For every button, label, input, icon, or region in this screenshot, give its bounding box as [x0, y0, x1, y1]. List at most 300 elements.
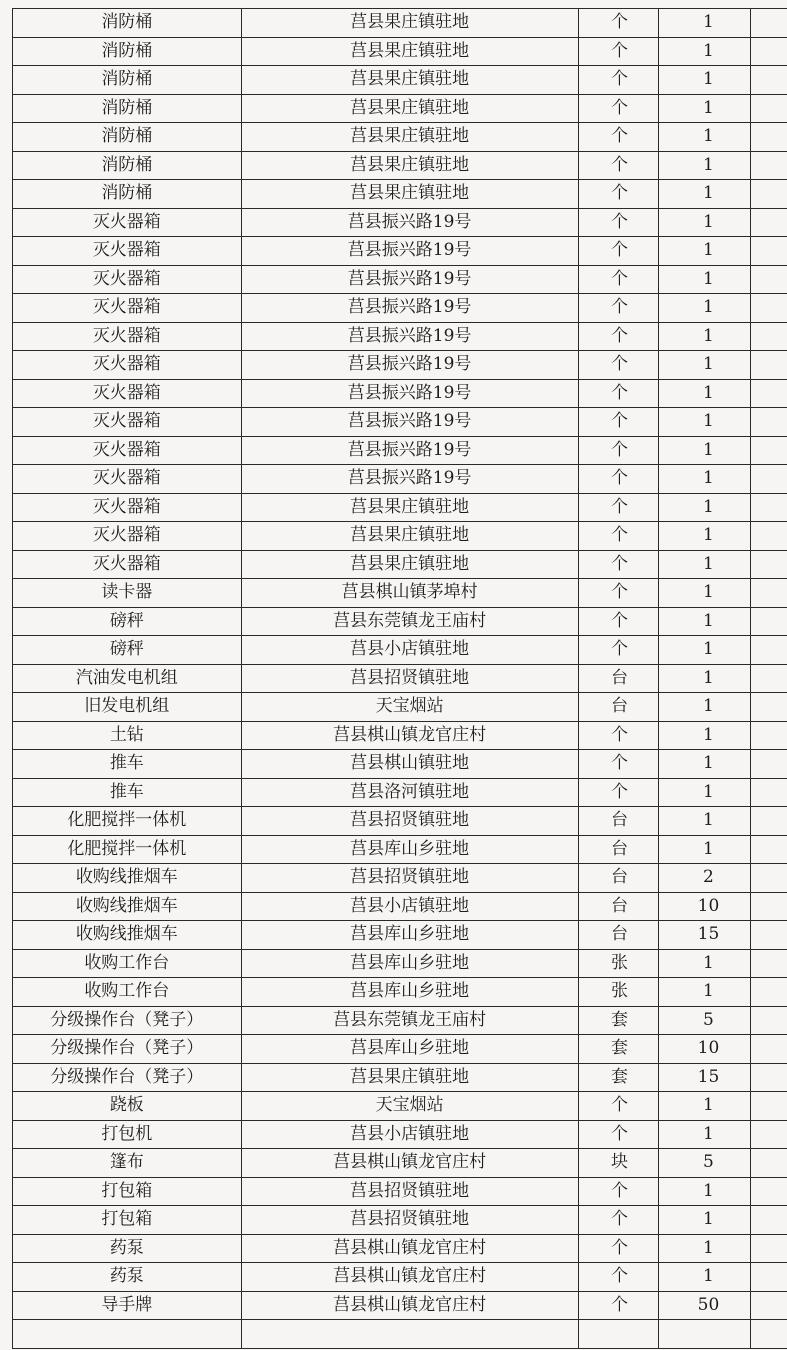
- quantity: 10: [697, 895, 720, 916]
- unit-cell: [578, 465, 659, 494]
- unit-cell: [578, 949, 659, 978]
- remarks-cell: [750, 607, 787, 636]
- quantity-cell: [659, 1120, 750, 1149]
- location: 莒县果庄镇驻地: [350, 525, 470, 546]
- item-name-cell: [13, 664, 242, 693]
- table-row: [13, 664, 787, 693]
- item-name: 分级操作台（凳子）: [50, 1038, 204, 1059]
- remarks-cell: [750, 493, 787, 522]
- location-cell: [241, 522, 578, 551]
- remarks-cell: [750, 208, 787, 237]
- item-name: 药泵: [109, 1237, 144, 1258]
- item-name-cell: [13, 1320, 242, 1349]
- unit: 个: [610, 724, 628, 745]
- unit-cell: [578, 1320, 659, 1349]
- table-row: [13, 322, 787, 351]
- item-name: 磅秤: [109, 639, 144, 660]
- unit-cell: [578, 807, 659, 836]
- unit-cell: [578, 37, 659, 66]
- remarks-cell: [750, 1120, 787, 1149]
- table-row: [13, 1234, 787, 1263]
- location-cell: [241, 1320, 578, 1349]
- item-name-cell: [13, 579, 242, 608]
- quantity-cell: [659, 636, 750, 665]
- quantity-cell: [659, 835, 750, 864]
- unit: 个: [610, 781, 628, 802]
- unit: 个: [610, 325, 628, 346]
- quantity-cell: [659, 1035, 750, 1064]
- unit-cell: [578, 750, 659, 779]
- remarks-cell: [750, 351, 787, 380]
- item-name: 消防桶: [101, 126, 153, 147]
- unit-cell: [578, 1206, 659, 1235]
- location-cell: [241, 465, 578, 494]
- item-name: 分级操作台（凳子）: [50, 1066, 204, 1087]
- unit-cell: [578, 664, 659, 693]
- item-name-cell: [13, 807, 242, 836]
- table-row: [13, 351, 787, 380]
- location: 莒县振兴路19号: [347, 268, 472, 289]
- item-name: 收购工作台: [84, 981, 170, 1002]
- item-name-cell: [13, 1177, 242, 1206]
- item-name-cell: [13, 693, 242, 722]
- quantity: 2: [703, 867, 714, 888]
- location-cell: [241, 180, 578, 209]
- unit-cell: [578, 550, 659, 579]
- table-row: [13, 436, 787, 465]
- location: 莒县库山乡驻地: [350, 981, 470, 1002]
- location-cell: [241, 1035, 578, 1064]
- item-name: 消防桶: [101, 40, 153, 61]
- location: 莒县振兴路19号: [347, 211, 472, 232]
- item-name-cell: [13, 9, 242, 38]
- item-name: 消防桶: [101, 69, 153, 90]
- location: 莒县洛河镇驻地: [350, 781, 470, 802]
- item-name: 篷布: [109, 1152, 144, 1173]
- quantity-cell: [659, 1092, 750, 1121]
- remarks-cell: [750, 1291, 787, 1320]
- location-cell: [241, 1149, 578, 1178]
- unit: 个: [610, 553, 628, 574]
- table-row: [13, 493, 787, 522]
- location: 莒县果庄镇驻地: [350, 40, 470, 61]
- quantity-cell: [659, 180, 750, 209]
- unit-cell: [578, 180, 659, 209]
- table-row: [13, 693, 787, 722]
- location-cell: [241, 1006, 578, 1035]
- remarks-cell: [750, 1320, 787, 1349]
- quantity-cell: [659, 1234, 750, 1263]
- item-name-cell: [13, 180, 242, 209]
- unit-cell: [578, 151, 659, 180]
- item-name-cell: [13, 1291, 242, 1320]
- unit: 套: [610, 1009, 628, 1030]
- table-row: [13, 835, 787, 864]
- unit: 个: [610, 610, 628, 631]
- quantity: 1: [703, 183, 714, 204]
- remarks-cell: [750, 778, 787, 807]
- location-cell: [241, 864, 578, 893]
- location-cell: [241, 949, 578, 978]
- table-row: [13, 1177, 787, 1206]
- location: 天宝烟站: [375, 1095, 444, 1116]
- remarks-cell: [750, 721, 787, 750]
- remarks-cell: [750, 1263, 787, 1292]
- location: 莒县振兴路19号: [347, 411, 472, 432]
- location: 莒县招贤镇驻地: [350, 1180, 470, 1201]
- item-name-cell: [13, 123, 242, 152]
- quantity-cell: [659, 208, 750, 237]
- quantity-cell: [659, 436, 750, 465]
- quantity: 1: [703, 297, 714, 318]
- quantity: 1: [703, 211, 714, 232]
- item-name: 灭火器箱: [92, 553, 161, 574]
- quantity-cell: [659, 721, 750, 750]
- unit: 个: [610, 1294, 628, 1315]
- table-row: [13, 550, 787, 579]
- table-row: [13, 978, 787, 1007]
- empty-table-row: [13, 1320, 787, 1349]
- remarks-cell: [750, 1092, 787, 1121]
- location: 莒县棋山镇龙官庄村: [333, 1294, 487, 1315]
- unit: 个: [610, 439, 628, 460]
- remarks-cell: [750, 693, 787, 722]
- remarks-cell: [750, 1035, 787, 1064]
- remarks-cell: [750, 664, 787, 693]
- table-row: [13, 94, 787, 123]
- remarks-cell: [750, 579, 787, 608]
- quantity-cell: [659, 522, 750, 551]
- remarks-cell: [750, 465, 787, 494]
- item-name: 灭火器箱: [92, 439, 161, 460]
- location: 莒县果庄镇驻地: [350, 154, 470, 175]
- table-row: [13, 1035, 787, 1064]
- item-name-cell: [13, 1035, 242, 1064]
- quantity-cell: [659, 607, 750, 636]
- table-row: [13, 1006, 787, 1035]
- quantity: 1: [703, 154, 714, 175]
- quantity: 1: [703, 667, 714, 688]
- quantity-cell: [659, 237, 750, 266]
- quantity: 10: [697, 1038, 720, 1059]
- location: 莒县振兴路19号: [347, 439, 472, 460]
- table-row: [13, 123, 787, 152]
- unit-cell: [578, 579, 659, 608]
- quantity: 1: [703, 325, 714, 346]
- unit-cell: [578, 66, 659, 95]
- unit-cell: [578, 978, 659, 1007]
- quantity-cell: [659, 151, 750, 180]
- unit: 台: [610, 867, 628, 888]
- item-name-cell: [13, 1120, 242, 1149]
- location-cell: [241, 294, 578, 323]
- item-name: 跷板: [109, 1095, 144, 1116]
- unit: 个: [610, 297, 628, 318]
- quantity-cell: [659, 1149, 750, 1178]
- unit: 个: [610, 1266, 628, 1287]
- item-name: 土钻: [109, 724, 144, 745]
- table-row: [13, 579, 787, 608]
- item-name: 灭火器箱: [92, 468, 161, 489]
- unit-cell: [578, 1291, 659, 1320]
- quantity: 1: [703, 1123, 714, 1144]
- location-cell: [241, 607, 578, 636]
- item-name: 灭火器箱: [92, 325, 161, 346]
- unit: 张: [610, 981, 628, 1002]
- unit: 块: [610, 1152, 628, 1173]
- quantity: 1: [703, 240, 714, 261]
- location-cell: [241, 1063, 578, 1092]
- location-cell: [241, 94, 578, 123]
- quantity-cell: [659, 1320, 750, 1349]
- table-row: [13, 1149, 787, 1178]
- quantity: 5: [703, 1009, 714, 1030]
- remarks-cell: [750, 265, 787, 294]
- quantity: 1: [703, 1180, 714, 1201]
- item-name: 收购线推烟车: [75, 895, 178, 916]
- remarks-cell: [750, 978, 787, 1007]
- location: 莒县棋山镇茅埠村: [341, 582, 478, 603]
- unit-cell: [578, 123, 659, 152]
- location-cell: [241, 1092, 578, 1121]
- quantity: 1: [703, 468, 714, 489]
- unit: 台: [610, 895, 628, 916]
- location: 天宝烟站: [375, 696, 444, 717]
- table-row: [13, 151, 787, 180]
- quantity: 1: [703, 411, 714, 432]
- unit-cell: [578, 607, 659, 636]
- unit-cell: [578, 1063, 659, 1092]
- item-name-cell: [13, 1063, 242, 1092]
- table-row: [13, 465, 787, 494]
- item-name: 收购线推烟车: [75, 924, 178, 945]
- remarks-cell: [750, 1177, 787, 1206]
- location: 莒县招贤镇驻地: [350, 1209, 470, 1230]
- table-row: [13, 294, 787, 323]
- unit: 个: [610, 240, 628, 261]
- quantity: 1: [703, 553, 714, 574]
- item-name-cell: [13, 522, 242, 551]
- item-name: 灭火器箱: [92, 525, 161, 546]
- location-cell: [241, 835, 578, 864]
- quantity-cell: [659, 123, 750, 152]
- unit-cell: [578, 436, 659, 465]
- unit: 个: [610, 753, 628, 774]
- unit: 个: [610, 1237, 628, 1258]
- location-cell: [241, 693, 578, 722]
- quantity-cell: [659, 1006, 750, 1035]
- unit: 个: [610, 1180, 628, 1201]
- location-cell: [241, 750, 578, 779]
- remarks-cell: [750, 151, 787, 180]
- unit-cell: [578, 693, 659, 722]
- quantity-cell: [659, 379, 750, 408]
- quantity-cell: [659, 978, 750, 1007]
- location-cell: [241, 37, 578, 66]
- remarks-cell: [750, 94, 787, 123]
- location: 莒县振兴路19号: [347, 325, 472, 346]
- item-name: 磅秤: [109, 610, 144, 631]
- remarks-cell: [750, 835, 787, 864]
- quantity-cell: [659, 9, 750, 38]
- quantity-cell: [659, 1263, 750, 1292]
- item-name-cell: [13, 379, 242, 408]
- item-name: 化肥搅拌一体机: [67, 838, 187, 859]
- item-name: 消防桶: [101, 154, 153, 175]
- item-name: 化肥搅拌一体机: [67, 810, 187, 831]
- location: 莒县东莞镇龙王庙村: [333, 610, 487, 631]
- remarks-cell: [750, 892, 787, 921]
- quantity: 1: [703, 69, 714, 90]
- quantity-cell: [659, 408, 750, 437]
- location-cell: [241, 66, 578, 95]
- unit-cell: [578, 1177, 659, 1206]
- location: 莒县招贤镇驻地: [350, 867, 470, 888]
- remarks-cell: [750, 864, 787, 893]
- remarks-cell: [750, 123, 787, 152]
- unit: 个: [610, 12, 628, 33]
- table-row: [13, 807, 787, 836]
- location: 莒县招贤镇驻地: [350, 810, 470, 831]
- quantity: 5: [703, 1152, 714, 1173]
- item-name-cell: [13, 721, 242, 750]
- quantity-cell: [659, 465, 750, 494]
- item-name-cell: [13, 94, 242, 123]
- unit-cell: [578, 9, 659, 38]
- quantity: 50: [697, 1294, 720, 1315]
- location: 莒县振兴路19号: [347, 297, 472, 318]
- table-row: [13, 408, 787, 437]
- remarks-cell: [750, 180, 787, 209]
- quantity: 1: [703, 952, 714, 973]
- item-name: 灭火器箱: [92, 411, 161, 432]
- item-name-cell: [13, 493, 242, 522]
- remarks-cell: [750, 294, 787, 323]
- location: 莒县果庄镇驻地: [350, 1066, 470, 1087]
- unit: 个: [610, 211, 628, 232]
- quantity: 1: [703, 126, 714, 147]
- location: 莒县小店镇驻地: [350, 1123, 470, 1144]
- table-row: [13, 921, 787, 950]
- remarks-cell: [750, 636, 787, 665]
- unit-cell: [578, 1006, 659, 1035]
- table-row: [13, 1291, 787, 1320]
- table-row: [13, 37, 787, 66]
- quantity-cell: [659, 778, 750, 807]
- unit: 台: [610, 838, 628, 859]
- quantity-cell: [659, 1206, 750, 1235]
- quantity-cell: [659, 579, 750, 608]
- quantity-cell: [659, 1177, 750, 1206]
- unit-cell: [578, 1092, 659, 1121]
- table-row: [13, 180, 787, 209]
- unit-cell: [578, 892, 659, 921]
- location: 莒县棋山镇龙官庄村: [333, 1266, 487, 1287]
- location-cell: [241, 379, 578, 408]
- quantity-cell: [659, 265, 750, 294]
- item-name: 灭火器箱: [92, 297, 161, 318]
- unit-cell: [578, 522, 659, 551]
- item-name: 消防桶: [101, 97, 153, 118]
- quantity: 1: [703, 1095, 714, 1116]
- table-row: [13, 522, 787, 551]
- location-cell: [241, 265, 578, 294]
- item-name: 汽油发电机组: [75, 667, 178, 688]
- remarks-cell: [750, 750, 787, 779]
- asset-table: [12, 8, 787, 1349]
- location-cell: [241, 1177, 578, 1206]
- item-name-cell: [13, 294, 242, 323]
- item-name-cell: [13, 351, 242, 380]
- item-name-cell: [13, 465, 242, 494]
- item-name-cell: [13, 978, 242, 1007]
- table-row: [13, 66, 787, 95]
- quantity-cell: [659, 351, 750, 380]
- item-name-cell: [13, 322, 242, 351]
- item-name-cell: [13, 949, 242, 978]
- unit-cell: [578, 322, 659, 351]
- location: 莒县果庄镇驻地: [350, 12, 470, 33]
- location-cell: [241, 664, 578, 693]
- item-name: 分级操作台（凳子）: [50, 1009, 204, 1030]
- item-name-cell: [13, 37, 242, 66]
- location: 莒县振兴路19号: [347, 468, 472, 489]
- quantity: 1: [703, 724, 714, 745]
- unit: 个: [610, 268, 628, 289]
- unit-cell: [578, 94, 659, 123]
- unit-cell: [578, 1120, 659, 1149]
- location-cell: [241, 921, 578, 950]
- quantity-cell: [659, 892, 750, 921]
- quantity-cell: [659, 1063, 750, 1092]
- table-row: [13, 1092, 787, 1121]
- quantity: 1: [703, 496, 714, 517]
- quantity-cell: [659, 322, 750, 351]
- location: 莒县招贤镇驻地: [350, 667, 470, 688]
- item-name: 灭火器箱: [92, 354, 161, 375]
- remarks-cell: [750, 1206, 787, 1235]
- table-row: [13, 864, 787, 893]
- remarks-cell: [750, 1063, 787, 1092]
- remarks-cell: [750, 408, 787, 437]
- item-name-cell: [13, 265, 242, 294]
- location: 莒县果庄镇驻地: [350, 496, 470, 517]
- unit-cell: [578, 379, 659, 408]
- quantity-cell: [659, 94, 750, 123]
- table-row: [13, 208, 787, 237]
- location-cell: [241, 408, 578, 437]
- item-name-cell: [13, 436, 242, 465]
- quantity: 1: [703, 838, 714, 859]
- quantity-cell: [659, 1291, 750, 1320]
- quantity: 1: [703, 639, 714, 660]
- location: 莒县棋山镇龙官庄村: [333, 1152, 487, 1173]
- item-name-cell: [13, 237, 242, 266]
- table-row: [13, 778, 787, 807]
- unit: 个: [610, 354, 628, 375]
- item-name: 打包箱: [101, 1209, 153, 1230]
- quantity: 1: [703, 382, 714, 403]
- item-name: 旧发电机组: [84, 696, 170, 717]
- location-cell: [241, 807, 578, 836]
- unit-cell: [578, 835, 659, 864]
- unit: 个: [610, 411, 628, 432]
- location-cell: [241, 322, 578, 351]
- item-name-cell: [13, 151, 242, 180]
- location-cell: [241, 1206, 578, 1235]
- item-name-cell: [13, 1092, 242, 1121]
- unit: 个: [610, 126, 628, 147]
